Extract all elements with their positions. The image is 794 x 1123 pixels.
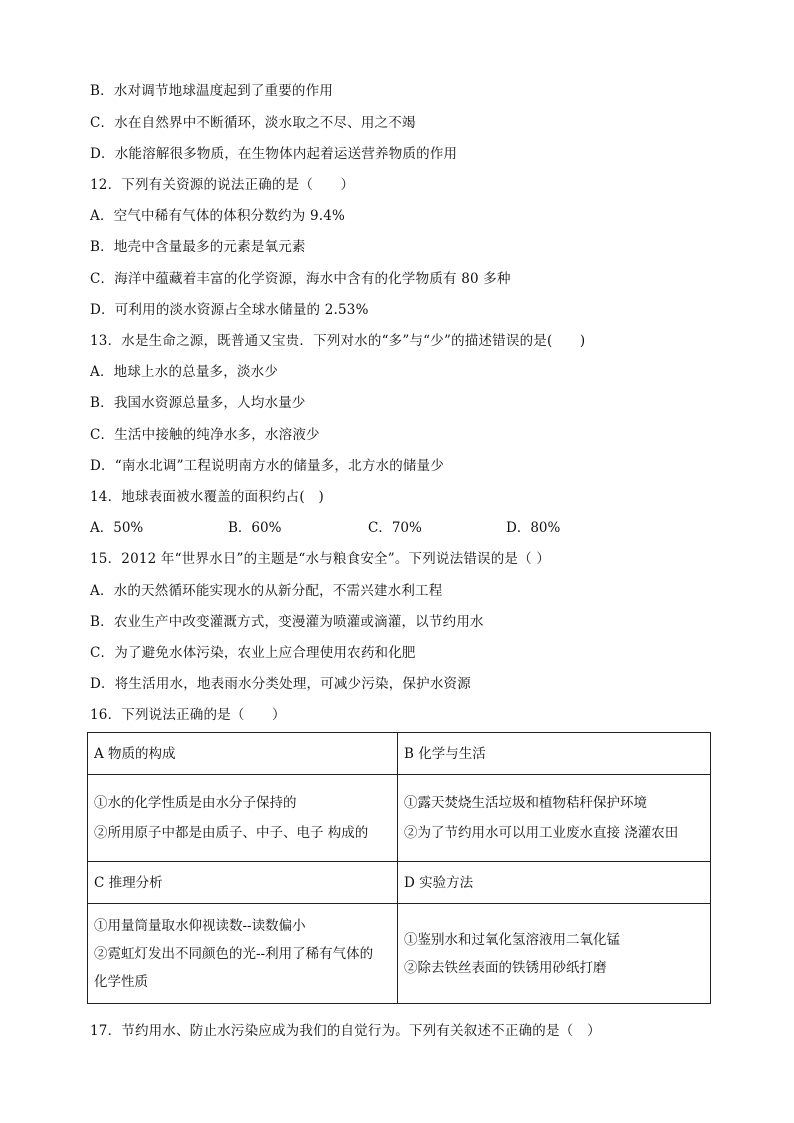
q14-option-b: B．60% (228, 520, 282, 536)
cell-c-line-2: ②霓虹灯发出不同颜色的光--利用了稀有气体的 (94, 945, 374, 962)
table-row (88, 775, 711, 862)
cell-b-header: B 化学与生活 (398, 733, 711, 775)
q11-option-d: D．水能溶解很多物质，在生物体内起着运送营养物质的作用 (90, 146, 458, 162)
q14-stem: 14．地球表面被水覆盖的面积约占( ) (90, 489, 325, 505)
cell-c-line-1: ①用量筒量取水仰视读数--读数偏小 (94, 917, 306, 934)
q12-option-b: B．地壳中含量最多的元素是氧元素 (90, 239, 306, 255)
q15-option-a: A．水的天然循环能实现水的从新分配，不需兴建水利工程 (90, 583, 443, 599)
q17-stem: 17．节约用水、防止水污染应成为我们的自觉行为。下列有关叙述不正确的是（ ） (90, 1023, 601, 1039)
q12-option-a: A．空气中稀有气体的体积分数约为 9.4% (90, 208, 346, 224)
q14-option-a: A．50% (90, 520, 144, 536)
q11-option-c: C．水在自然界中不断循环，淡水取之不尽、用之不竭 (90, 115, 416, 131)
cell-d-line-2: ②除去铁丝表面的铁锈用砂纸打磨 (404, 959, 607, 976)
table-row (88, 733, 711, 775)
q15-stem: 15．2012 年“世界水日”的主题是“水与粮食安全”。下列说法错误的是（ ） (90, 551, 551, 567)
cell-c-line-3: 化学性质 (94, 973, 148, 990)
table-row (88, 904, 711, 1004)
q15-option-d: D．将生活用水，地表雨水分类处理，可减少污染，保护水资源 (90, 676, 471, 692)
q15-option-c: C．为了避免水体污染，农业上应合理使用农药和化肥 (90, 645, 416, 661)
q11-option-b: B．水对调节地球温度起到了重要的作用 (90, 83, 334, 99)
q13-option-d: D．“南水北调”工程说明南方水的储量多，北方水的储量少 (90, 458, 445, 474)
q14-option-d: D．80% (506, 520, 561, 536)
q15-option-b: B．农业生产中改变灌溉方式，变漫灌为喷灌或滴灌，以节约用水 (90, 614, 484, 630)
q14-option-c: C．70% (368, 520, 422, 536)
cell-a-body (88, 775, 398, 862)
cell-a-line-2: ②所用原子中都是由质子、中子、电子 构成的 (94, 825, 369, 841)
cell-c-header: C 推理分析 (88, 862, 398, 904)
cell-b-line-2: ②为了节约用水可以用工业废水直接 浇灌农田 (404, 825, 679, 841)
cell-d-header: D 实验方法 (398, 862, 711, 904)
cell-c-body (88, 904, 398, 1004)
cell-b-body (398, 775, 711, 862)
cell-d-line-1: ①鉴别水和过氧化氢溶液用二氧化锰 (404, 931, 620, 948)
q12-stem: 12．下列有关资源的说法正确的是（ ） (90, 177, 355, 193)
q12-option-c: C．海洋中蕴藏着丰富的化学资源，海水中含有的化学物质有 80 多种 (90, 271, 511, 287)
q14-options (90, 519, 650, 537)
cell-d-body (398, 904, 711, 1004)
q16-stem: 16．下列说法正确的是（ ） (90, 707, 286, 723)
q13-stem: 13．水是生命之源，既普通又宝贵．下列对水的“多”与“少”的描述错误的是( ) (90, 333, 586, 349)
q12-option-d: D．可利用的淡水资源占全球水储量的 2.53% (90, 302, 369, 318)
cell-b-line-1: ①露天焚烧生活垃圾和植物秸秆保护环境 (404, 795, 647, 811)
q13-option-a: A．地球上水的总量多，淡水少 (90, 364, 279, 380)
cell-a-header: A 物质的构成 (88, 733, 398, 775)
q16-table (87, 732, 711, 1004)
q13-option-b: B．我国水资源总量多，人均水量少 (90, 395, 306, 411)
table-row (88, 862, 711, 904)
cell-a-line-1: ①水的化学性质是由水分子保持的 (94, 795, 297, 811)
q13-option-c: C．生活中接触的纯净水多，水溶液少 (90, 427, 320, 443)
